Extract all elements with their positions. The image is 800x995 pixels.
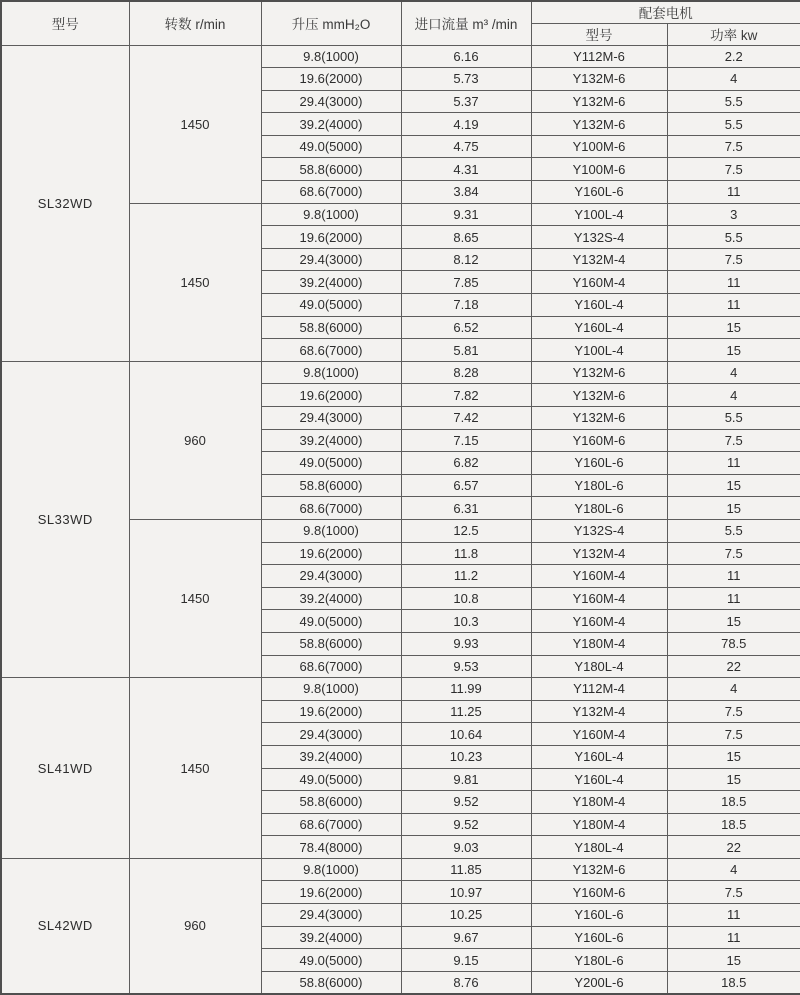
cell-pressure: 19.6(2000) xyxy=(261,881,401,904)
cell-pressure: 49.0(5000) xyxy=(261,768,401,791)
table-row xyxy=(1,858,800,881)
cell-flow: 6.31 xyxy=(401,497,531,520)
cell-pressure: 39.2(4000) xyxy=(261,113,401,136)
cell-motor-model: Y132M-6 xyxy=(531,384,667,407)
cell-motor-model: Y180L-4 xyxy=(531,655,667,678)
cell-pressure: 58.8(6000) xyxy=(261,971,401,994)
cell-pressure: 39.2(4000) xyxy=(261,429,401,452)
cell-pressure: 9.8(1000) xyxy=(261,361,401,384)
cell-motor-power: 18.5 xyxy=(667,971,800,994)
cell-motor-model: Y180M-4 xyxy=(531,813,667,836)
cell-pressure: 29.4(3000) xyxy=(261,723,401,746)
table-row xyxy=(1,361,800,384)
cell-pressure: 29.4(3000) xyxy=(261,90,401,113)
cell-pressure: 78.4(8000) xyxy=(261,836,401,859)
cell-flow: 6.52 xyxy=(401,316,531,339)
cell-pressure: 19.6(2000) xyxy=(261,542,401,565)
cell-flow: 10.3 xyxy=(401,610,531,633)
cell-motor-power: 15 xyxy=(667,316,800,339)
cell-motor-model: Y160L-6 xyxy=(531,452,667,475)
cell-model: SL42WD xyxy=(1,858,129,994)
cell-motor-power: 5.5 xyxy=(667,90,800,113)
cell-motor-model: Y160L-6 xyxy=(531,904,667,927)
cell-motor-power: 11 xyxy=(667,294,800,317)
cell-motor-power: 15 xyxy=(667,610,800,633)
cell-motor-power: 15 xyxy=(667,339,800,362)
cell-speed: 960 xyxy=(129,361,261,519)
cell-motor-power: 22 xyxy=(667,655,800,678)
cell-pressure: 68.6(7000) xyxy=(261,339,401,362)
cell-flow: 8.65 xyxy=(401,226,531,249)
cell-motor-model: Y132M-4 xyxy=(531,248,667,271)
col-header-motor-group: 配套电机 xyxy=(531,1,800,23)
cell-flow: 11.8 xyxy=(401,542,531,565)
cell-pressure: 19.6(2000) xyxy=(261,700,401,723)
cell-flow: 12.5 xyxy=(401,519,531,542)
cell-flow: 7.15 xyxy=(401,429,531,452)
cell-motor-power: 11 xyxy=(667,565,800,588)
cell-motor-model: Y100L-4 xyxy=(531,203,667,226)
cell-flow: 10.8 xyxy=(401,587,531,610)
cell-flow: 9.93 xyxy=(401,632,531,655)
cell-flow: 3.84 xyxy=(401,181,531,204)
cell-motor-power: 7.5 xyxy=(667,135,800,158)
cell-motor-model: Y160L-6 xyxy=(531,926,667,949)
col-header-flow: 进口流量 m³ /min xyxy=(401,1,531,45)
cell-motor-model: Y160L-4 xyxy=(531,745,667,768)
cell-model: SL33WD xyxy=(1,361,129,677)
cell-motor-model: Y160L-4 xyxy=(531,316,667,339)
cell-motor-model: Y160L-4 xyxy=(531,768,667,791)
cell-motor-power: 7.5 xyxy=(667,542,800,565)
col-header-speed: 转数 r/min xyxy=(129,1,261,45)
cell-pressure: 9.8(1000) xyxy=(261,678,401,701)
cell-motor-power: 11 xyxy=(667,181,800,204)
cell-flow: 8.12 xyxy=(401,248,531,271)
cell-flow: 10.64 xyxy=(401,723,531,746)
cell-motor-power: 5.5 xyxy=(667,226,800,249)
cell-motor-power: 11 xyxy=(667,926,800,949)
cell-motor-model: Y180L-4 xyxy=(531,836,667,859)
cell-flow: 9.81 xyxy=(401,768,531,791)
cell-speed: 1450 xyxy=(129,678,261,859)
cell-flow: 5.37 xyxy=(401,90,531,113)
cell-motor-model: Y160M-6 xyxy=(531,881,667,904)
cell-flow: 8.76 xyxy=(401,971,531,994)
cell-flow: 6.16 xyxy=(401,45,531,68)
cell-motor-model: Y180M-4 xyxy=(531,632,667,655)
cell-motor-model: Y100M-6 xyxy=(531,158,667,181)
cell-motor-model: Y100M-6 xyxy=(531,135,667,158)
cell-pressure: 49.0(5000) xyxy=(261,452,401,475)
cell-flow: 11.25 xyxy=(401,700,531,723)
cell-flow: 8.28 xyxy=(401,361,531,384)
cell-motor-model: Y160L-4 xyxy=(531,294,667,317)
cell-motor-model: Y160M-4 xyxy=(531,610,667,633)
cell-motor-power: 7.5 xyxy=(667,881,800,904)
col-header-motor-model: 型号 xyxy=(531,23,667,45)
cell-motor-model: Y132M-6 xyxy=(531,90,667,113)
cell-motor-model: Y132M-6 xyxy=(531,361,667,384)
cell-motor-model: Y132S-4 xyxy=(531,226,667,249)
cell-motor-model: Y112M-4 xyxy=(531,678,667,701)
cell-motor-power: 4 xyxy=(667,678,800,701)
cell-pressure: 49.0(5000) xyxy=(261,294,401,317)
cell-motor-model: Y160M-4 xyxy=(531,565,667,588)
cell-motor-power: 7.5 xyxy=(667,723,800,746)
cell-motor-power: 7.5 xyxy=(667,248,800,271)
table-row xyxy=(1,45,800,68)
cell-pressure: 29.4(3000) xyxy=(261,407,401,430)
col-header-motor-power: 功率 kw xyxy=(667,23,800,45)
cell-flow: 7.42 xyxy=(401,407,531,430)
cell-motor-power: 22 xyxy=(667,836,800,859)
cell-motor-model: Y132S-4 xyxy=(531,519,667,542)
cell-pressure: 49.0(5000) xyxy=(261,949,401,972)
cell-motor-model: Y180L-6 xyxy=(531,474,667,497)
cell-motor-power: 2.2 xyxy=(667,45,800,68)
cell-flow: 10.97 xyxy=(401,881,531,904)
cell-flow: 10.23 xyxy=(401,745,531,768)
cell-speed: 1450 xyxy=(129,45,261,203)
cell-pressure: 58.8(6000) xyxy=(261,632,401,655)
cell-pressure: 19.6(2000) xyxy=(261,384,401,407)
cell-motor-power: 4 xyxy=(667,361,800,384)
cell-pressure: 68.6(7000) xyxy=(261,655,401,678)
cell-motor-power: 15 xyxy=(667,745,800,768)
cell-flow: 4.31 xyxy=(401,158,531,181)
cell-motor-power: 18.5 xyxy=(667,791,800,814)
cell-speed: 960 xyxy=(129,858,261,994)
cell-motor-model: Y112M-6 xyxy=(531,45,667,68)
cell-pressure: 68.6(7000) xyxy=(261,813,401,836)
cell-flow: 9.52 xyxy=(401,791,531,814)
cell-pressure: 9.8(1000) xyxy=(261,203,401,226)
cell-motor-model: Y132M-6 xyxy=(531,113,667,136)
cell-flow: 4.75 xyxy=(401,135,531,158)
cell-pressure: 29.4(3000) xyxy=(261,248,401,271)
cell-motor-power: 78.5 xyxy=(667,632,800,655)
cell-pressure: 39.2(4000) xyxy=(261,587,401,610)
cell-flow: 11.85 xyxy=(401,858,531,881)
cell-pressure: 19.6(2000) xyxy=(261,226,401,249)
cell-pressure: 68.6(7000) xyxy=(261,181,401,204)
cell-motor-model: Y160M-4 xyxy=(531,271,667,294)
cell-pressure: 9.8(1000) xyxy=(261,45,401,68)
cell-pressure: 39.2(4000) xyxy=(261,271,401,294)
cell-pressure: 29.4(3000) xyxy=(261,904,401,927)
cell-motor-power: 5.5 xyxy=(667,519,800,542)
cell-flow: 6.82 xyxy=(401,452,531,475)
cell-motor-power: 4 xyxy=(667,858,800,881)
cell-motor-model: Y160L-6 xyxy=(531,181,667,204)
cell-motor-model: Y100L-4 xyxy=(531,339,667,362)
cell-flow: 5.73 xyxy=(401,68,531,91)
cell-pressure: 9.8(1000) xyxy=(261,519,401,542)
cell-flow: 9.03 xyxy=(401,836,531,859)
col-header-pressure: 升压 mmH₂O xyxy=(261,1,401,45)
cell-pressure: 68.6(7000) xyxy=(261,497,401,520)
cell-motor-model: Y132M-6 xyxy=(531,407,667,430)
cell-flow: 5.81 xyxy=(401,339,531,362)
cell-motor-power: 11 xyxy=(667,904,800,927)
cell-motor-model: Y180M-4 xyxy=(531,791,667,814)
cell-flow: 10.25 xyxy=(401,904,531,927)
cell-flow: 7.18 xyxy=(401,294,531,317)
cell-motor-model: Y160M-6 xyxy=(531,429,667,452)
cell-motor-power: 7.5 xyxy=(667,429,800,452)
cell-pressure: 58.8(6000) xyxy=(261,316,401,339)
cell-flow: 6.57 xyxy=(401,474,531,497)
cell-motor-power: 5.5 xyxy=(667,113,800,136)
cell-motor-power: 15 xyxy=(667,497,800,520)
cell-pressure: 58.8(6000) xyxy=(261,474,401,497)
cell-motor-model: Y160M-4 xyxy=(531,587,667,610)
cell-flow: 11.99 xyxy=(401,678,531,701)
cell-motor-power: 5.5 xyxy=(667,407,800,430)
cell-flow: 9.53 xyxy=(401,655,531,678)
cell-motor-power: 11 xyxy=(667,271,800,294)
cell-pressure: 58.8(6000) xyxy=(261,791,401,814)
cell-flow: 9.15 xyxy=(401,949,531,972)
cell-motor-model: Y132M-6 xyxy=(531,858,667,881)
cell-pressure: 29.4(3000) xyxy=(261,565,401,588)
cell-flow: 7.85 xyxy=(401,271,531,294)
cell-motor-power: 7.5 xyxy=(667,700,800,723)
cell-pressure: 39.2(4000) xyxy=(261,745,401,768)
cell-motor-model: Y132M-4 xyxy=(531,542,667,565)
cell-flow: 9.31 xyxy=(401,203,531,226)
col-header-model: 型号 xyxy=(1,1,129,45)
cell-flow: 4.19 xyxy=(401,113,531,136)
table-row xyxy=(1,678,800,701)
cell-motor-power: 3 xyxy=(667,203,800,226)
cell-motor-model: Y160M-4 xyxy=(531,723,667,746)
cell-pressure: 49.0(5000) xyxy=(261,610,401,633)
cell-pressure: 9.8(1000) xyxy=(261,858,401,881)
cell-motor-model: Y180L-6 xyxy=(531,497,667,520)
cell-flow: 9.67 xyxy=(401,926,531,949)
cell-motor-power: 15 xyxy=(667,768,800,791)
cell-model: SL32WD xyxy=(1,45,129,361)
cell-motor-power: 15 xyxy=(667,474,800,497)
cell-motor-model: Y180L-6 xyxy=(531,949,667,972)
cell-flow: 7.82 xyxy=(401,384,531,407)
cell-model: SL41WD xyxy=(1,678,129,859)
cell-speed: 1450 xyxy=(129,203,261,361)
cell-motor-power: 11 xyxy=(667,452,800,475)
table-body xyxy=(1,45,800,994)
cell-pressure: 19.6(2000) xyxy=(261,68,401,91)
cell-motor-model: Y132M-6 xyxy=(531,68,667,91)
cell-motor-power: 7.5 xyxy=(667,158,800,181)
cell-motor-power: 18.5 xyxy=(667,813,800,836)
cell-motor-power: 4 xyxy=(667,384,800,407)
cell-pressure: 39.2(4000) xyxy=(261,926,401,949)
cell-motor-model: Y200L-6 xyxy=(531,971,667,994)
cell-speed: 1450 xyxy=(129,519,261,677)
cell-pressure: 49.0(5000) xyxy=(261,135,401,158)
cell-motor-power: 4 xyxy=(667,68,800,91)
cell-flow: 11.2 xyxy=(401,565,531,588)
table-header xyxy=(1,1,800,45)
cell-pressure: 58.8(6000) xyxy=(261,158,401,181)
cell-flow: 9.52 xyxy=(401,813,531,836)
cell-motor-power: 11 xyxy=(667,587,800,610)
cell-motor-model: Y132M-4 xyxy=(531,700,667,723)
cell-motor-power: 15 xyxy=(667,949,800,972)
